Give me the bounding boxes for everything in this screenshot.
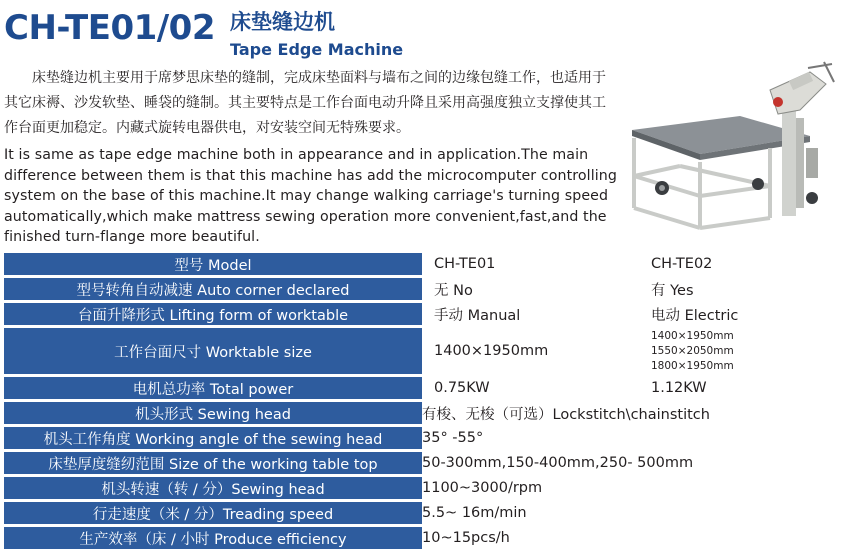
spec-label: 机头工作角度 Working angle of the sewing head (4, 427, 422, 449)
table-row (4, 328, 842, 374)
spec-value-te02: 电动 Electric (651, 307, 739, 324)
spec-value-shared: 5.5~ 16m/min (422, 505, 527, 521)
table-row (4, 402, 842, 424)
spec-value-shared: 有梭、无梭（可选）Lockstitch\chainstitch (422, 406, 710, 423)
spec-label: 床垫厚度缝纫范围 Size of the working table top (4, 452, 422, 474)
spec-value-shared: 50-300mm,150-400mm,250- 500mm (422, 455, 694, 471)
description-en: It is same as tape edge machine both in appearance and in application.The main difference between them is that this machine has add the microcomputer controlling system on the base of this machine.It may change walking carriage's turning speed automatically,which make mattress sewing operation more convenient,fast,and the finished turn-flange more beautiful. (4, 147, 618, 245)
spec-label: 机头转速（转 / 分）Sewing head (4, 477, 422, 499)
spec-table (4, 250, 842, 552)
spec-label: 台面升降形式 Lifting form of worktable (4, 303, 422, 325)
size-option: 1400×1950mm (651, 329, 734, 342)
table-row (4, 502, 842, 524)
spec-value-te01: 手动 Manual (434, 307, 521, 324)
table-row (4, 477, 842, 499)
table-row (4, 452, 842, 474)
spec-label: 型号 Model (4, 253, 422, 275)
model-code: CH-TE01/02 (4, 8, 215, 48)
spec-label: 型号转角自动减速 Auto corner declared (4, 278, 422, 300)
table-row (4, 278, 842, 300)
spec-label: 生产效率（床 / 小时 Produce efficiency (4, 527, 422, 549)
spec-value-shared: 10~15pcs/h (422, 530, 510, 546)
size-option: 1550×2050mm (651, 344, 734, 357)
size-option: 1800×1950mm (651, 359, 734, 372)
spec-value-te02: 1.12KW (651, 380, 707, 396)
spec-value-te01: 0.75KW (434, 380, 490, 396)
table-row (4, 377, 842, 399)
table-row (4, 253, 842, 275)
title-cn: 床垫缝边机 (230, 10, 335, 34)
spec-value-te02: CH-TE02 (651, 256, 713, 272)
table-row (4, 527, 842, 549)
spec-label: 电机总功率 Total power (4, 377, 422, 399)
spec-label: 机头形式 Sewing head (4, 402, 422, 424)
spec-value-te01: CH-TE01 (434, 256, 496, 272)
spec-value-te01: 1400×1950mm (434, 343, 549, 359)
spec-label: 行走速度（米 / 分）Treading speed (4, 502, 422, 524)
spec-label: 工作台面尺寸 Worktable size (4, 328, 422, 374)
table-row (4, 427, 842, 449)
spec-value-shared: 1100~3000/rpm (422, 480, 543, 496)
spec-value-te02: 有 Yes (651, 282, 694, 299)
table-row (4, 303, 842, 325)
description-cn: 床垫缝边机主要用于席梦思床垫的缝制，完成床垫面料与墙布之间的边缘包缝工作，也适用于其它床褥、沙发软垫、睡袋的缝制。其主要特点是工作台面电动升降且采用高强度独立支撑使其工作台面更加稳定。内藏式旋转电器供电，对安装空间无特殊要求。 (4, 70, 606, 136)
spec-value-te02-sizes (641, 328, 842, 374)
tape-edge-machine-illustration (620, 58, 842, 236)
spec-value-te01: 无 No (434, 282, 473, 299)
spec-value-shared: 35° -55° (422, 430, 484, 446)
title-en: Tape Edge Machine (230, 40, 404, 59)
